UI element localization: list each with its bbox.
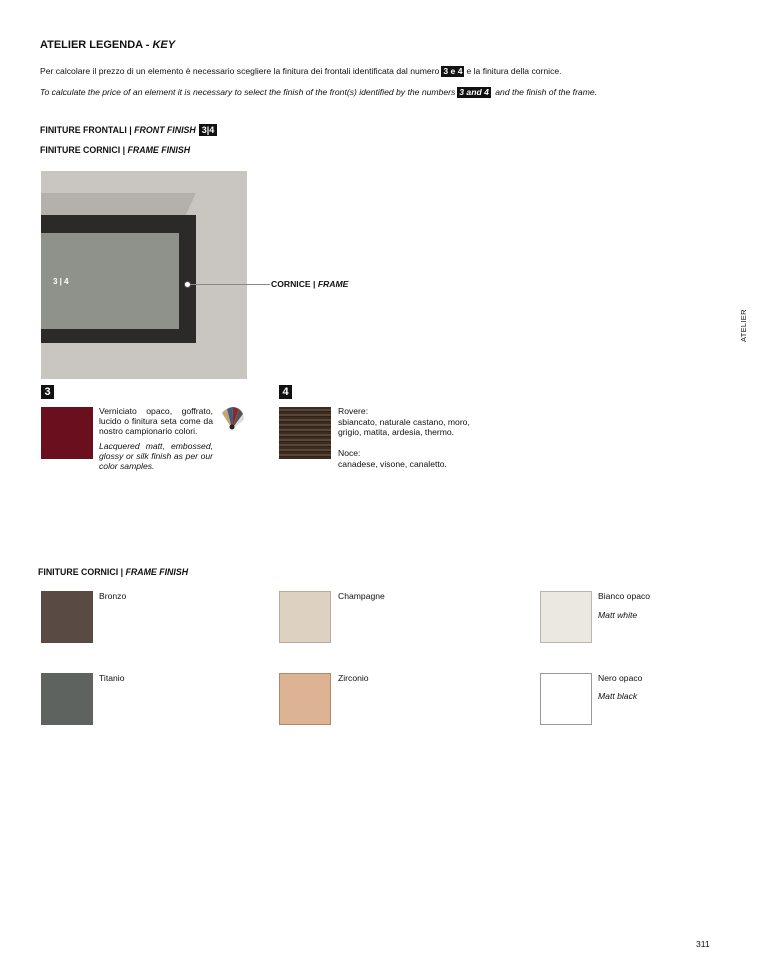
finish-4-rovere-list: sbiancato, naturale castano, moro, grigio, matita, ardesia, thermo. [338, 417, 470, 437]
intro-en-after: and the finish of the frame. [492, 87, 598, 97]
frame-finish-top-label-en: FRAME FINISH [127, 145, 191, 155]
frame-finish-top-label: FINITURE CORNICI | [40, 145, 128, 155]
swatch-bronzo-label: Bronzo [99, 591, 127, 601]
swatch-zirconio-label: Zirconio [338, 673, 369, 683]
intro-en-tag: 3 and 4 [459, 87, 489, 97]
intro-en-text: To calculate the price of an element it is necessary to select the finish of the front(s) identified by the numbers [40, 87, 456, 97]
swatch-nero-opaco-label-en: Matt black [598, 691, 638, 701]
frame-finish-heading [38, 567, 188, 577]
swatch-titanio [41, 673, 93, 725]
front-finish-label-en: FRONT FINISH [134, 125, 196, 135]
front-finish-heading [40, 124, 217, 136]
swatch-bronzo [41, 591, 93, 643]
frame-finish-heading-top [40, 145, 190, 155]
frame-finish-label-en: FRAME FINISH [125, 567, 189, 577]
swatch-nero-opaco-label: Nero opaco [598, 673, 643, 683]
finish-4-noce-label: Noce: [338, 448, 361, 458]
finish-4-noce-list: canadese, visone, canaletto. [338, 459, 447, 469]
color-samples-fan-icon [219, 405, 245, 431]
frame-callout-label [271, 279, 348, 289]
finish-3-text-en: Lacquered matt, embossed, glossy or silk finish as per our color samples. [99, 441, 213, 471]
swatch-nero-opaco [540, 673, 592, 725]
page-number: 311 [696, 939, 710, 949]
swatch-titanio-label: Titanio [99, 673, 125, 683]
swatch-champagne [279, 591, 331, 643]
frame-leader-line [190, 284, 270, 285]
front-finish-label: FINITURE FRONTALI | [40, 125, 135, 135]
front-callout: 3 | 4 [53, 277, 69, 286]
finish-3-text-it: Verniciato opaco, goffrato, lucido o finitura seta come da nostro campionario colori. [99, 406, 213, 436]
swatch-bianco-opaco-label: Bianco opaco [598, 591, 651, 601]
swatch-bianco-opaco [540, 591, 592, 643]
frame-finish-label: FINITURE CORNICI | [38, 567, 126, 577]
finish-4-number: 4 [279, 385, 292, 399]
finish-3-swatch [41, 407, 93, 459]
intro-it [40, 66, 562, 77]
title-en: KEY [152, 39, 176, 51]
frame-label-en: FRAME [317, 279, 349, 289]
swatch-bianco-opaco-label-en: Matt white [598, 610, 638, 620]
finish-4-rovere-label: Rovere: [338, 406, 369, 416]
intro-it-tag: 3 e 4 [443, 66, 463, 76]
swatch-champagne-label: Champagne [338, 591, 385, 601]
swatch-zirconio [279, 673, 331, 725]
finish-4-swatch [279, 407, 331, 459]
title-it: ATELIER LEGENDA - [40, 39, 153, 51]
cabinet-top [41, 193, 196, 215]
product-photo [41, 171, 247, 379]
page-title [40, 39, 175, 51]
side-tab: ATELIER [739, 309, 748, 342]
frame-label-it: CORNICE | [271, 279, 318, 289]
front-finish-badge: 3|4 [199, 124, 218, 136]
finish-3-number: 3 [41, 385, 54, 399]
intro-it-after: e la finitura della cornice. [466, 66, 562, 76]
intro-it-text: Per calcolare il prezzo di un elemento è necessario scegliere la finitura dei frontali identificata dal numero [40, 66, 440, 76]
intro-en [40, 87, 597, 98]
